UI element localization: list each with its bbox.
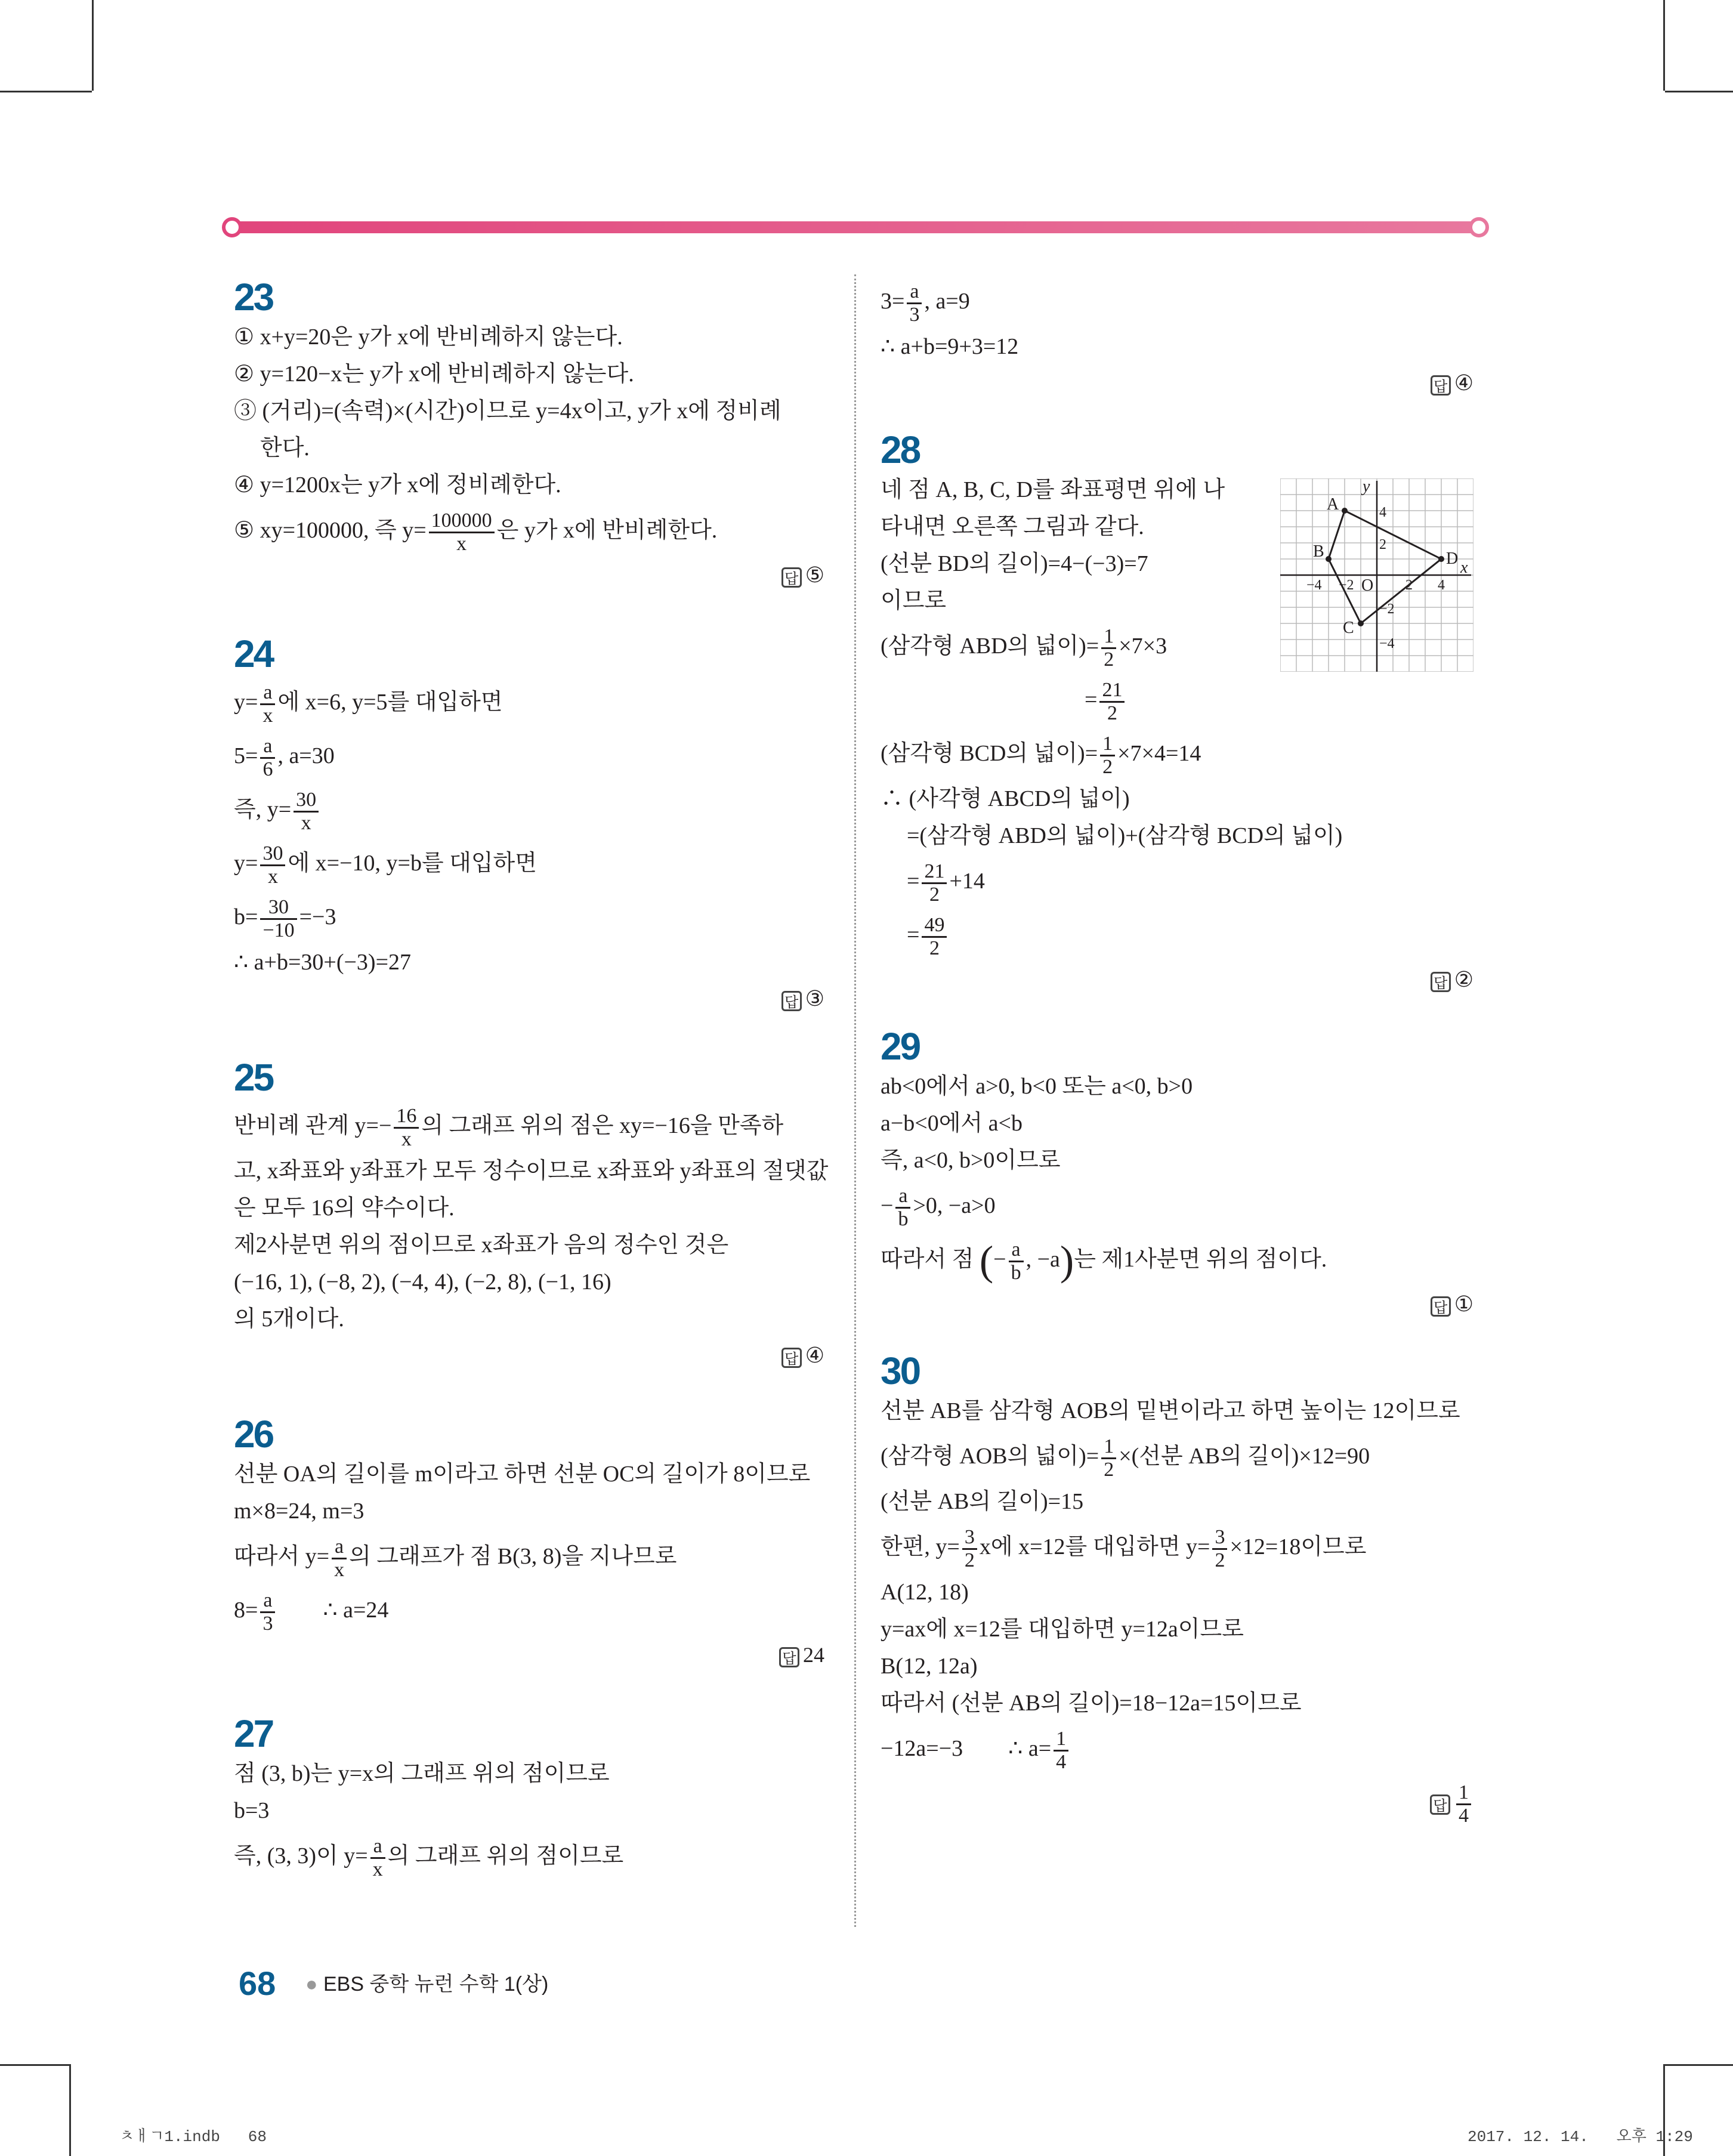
answer-value: ③	[805, 987, 824, 1011]
solution-line: a−b<0에서 a<b	[881, 1111, 1022, 1136]
text: 반비례 관계 y=−	[234, 1113, 392, 1138]
fraction	[1212, 1527, 1227, 1571]
tick-y-4: 4	[1379, 505, 1386, 520]
numerator: a	[370, 1836, 385, 1859]
text: 5=	[234, 743, 258, 768]
fraction	[260, 736, 275, 780]
solution-line: 즉, a<0, b>0이므로	[881, 1148, 1061, 1173]
question-number: 24	[234, 632, 273, 675]
question-29	[881, 1027, 1473, 1322]
text: ×7×4=14	[1117, 741, 1201, 766]
text: (삼각형 AOB의 넓이)=	[881, 1444, 1099, 1469]
column-divider	[854, 274, 856, 1927]
fraction	[260, 897, 296, 941]
numerator: 30	[294, 789, 319, 813]
answer-mark-icon: 답	[1430, 1794, 1450, 1815]
text: −12a=−3 ∴ a=	[881, 1736, 1052, 1761]
denominator: 2	[929, 937, 940, 959]
label-d: D	[1446, 549, 1459, 568]
question-30	[881, 1349, 1473, 1829]
solution-line: 고, x좌표와 y좌표가 모두 정수이므로 x좌표와 y좌표의 절댓값	[234, 1159, 829, 1184]
left-column	[234, 276, 829, 1883]
text: 한편, y=	[881, 1534, 960, 1559]
answer-mark-icon: 답	[1431, 1296, 1451, 1317]
solution-line	[881, 908, 1473, 962]
spacer	[881, 997, 1473, 1027]
text: =−3	[299, 904, 336, 929]
question-24	[234, 632, 824, 1017]
numerator: a	[260, 682, 275, 705]
answer	[234, 557, 824, 593]
solution-line: m×8=24, m=3	[234, 1499, 364, 1524]
question-number: 26	[234, 1413, 273, 1456]
question-number: 29	[881, 1025, 920, 1068]
text: −	[881, 1193, 894, 1218]
point-d	[1438, 556, 1444, 562]
fraction	[1101, 626, 1116, 671]
crop-mark-bl-v	[69, 2064, 71, 2156]
question-number: 23	[234, 276, 273, 319]
coordinate-graph	[1280, 478, 1473, 672]
solution-line: (선분 AB의 길이)=15	[881, 1489, 1084, 1514]
solution-line: (선분 BD의 길이)=4−(−3)=7	[881, 551, 1148, 576]
fraction	[1456, 1782, 1471, 1827]
numerator: 1	[1456, 1782, 1471, 1805]
fraction	[1009, 1239, 1024, 1284]
numerator: a	[260, 736, 275, 759]
solution-line: ab<0에서 a>0, b<0 또는 a<0, b>0	[881, 1074, 1193, 1099]
spacer	[881, 1322, 1473, 1352]
tick-y-neg2: −2	[1379, 601, 1395, 617]
text: =	[907, 869, 920, 894]
text: y=	[234, 690, 258, 715]
text: (삼각형 BCD의 넓이)=	[881, 741, 1098, 766]
solution-line	[881, 854, 1473, 908]
left-paren: (	[979, 1238, 994, 1284]
solution-line: ④ y=1200x는 y가 x에 정비례한다.	[234, 472, 561, 498]
text: ×12=18이므로	[1230, 1534, 1367, 1559]
right-paren: )	[1059, 1238, 1074, 1284]
header-accent-bar	[222, 217, 1489, 237]
answer-mark-icon: 답	[779, 1647, 799, 1667]
text: 따라서 점	[881, 1247, 980, 1272]
question-28	[881, 428, 1473, 997]
fraction	[429, 510, 495, 555]
solution-line: 선분 AB를 삼각형 AOB의 밑변이라고 하면 높이는 12이므로	[881, 1398, 1460, 1423]
solution-line: 선분 OA의 길이를 m이라고 하면 선분 OC의 길이가 8이므로	[234, 1462, 811, 1487]
text: 은 y가 x에 반비례한다.	[496, 518, 718, 543]
axes	[1280, 481, 1471, 672]
solution-line	[234, 1530, 824, 1583]
text: y=	[234, 851, 258, 876]
text: 의 그래프 위의 점은 xy=−16을 만족하	[421, 1113, 784, 1138]
solution-line: ③ (거리)=(속력)×(시간)이므로 y=4x이고, y가 x에 정비례	[234, 399, 781, 424]
denominator: x	[267, 865, 278, 888]
solution-line	[234, 1099, 824, 1153]
solution-line	[234, 729, 824, 783]
fraction	[332, 1536, 347, 1581]
fraction	[260, 1590, 275, 1635]
point-a	[1342, 508, 1348, 514]
solution-line	[881, 1233, 1473, 1286]
fraction	[962, 1527, 977, 1571]
fraction	[294, 789, 319, 834]
fraction	[922, 915, 947, 959]
text: , −a	[1025, 1247, 1060, 1272]
numerator: a	[1009, 1239, 1024, 1262]
tick-y-2: 2	[1379, 537, 1386, 552]
spacer	[881, 401, 1473, 431]
solution-line	[881, 673, 1473, 727]
question-number: 27	[234, 1712, 273, 1755]
denominator: 2	[1107, 702, 1117, 724]
label-origin: O	[1361, 576, 1374, 595]
text: 따라서 y=	[234, 1544, 330, 1569]
fraction	[260, 843, 285, 888]
solution-line: (−16, 1), (−8, 2), (−4, 4), (−2, 8), (−1, 16)	[234, 1269, 611, 1295]
crop-mark-tr-v	[1663, 0, 1665, 91]
text: (삼각형 ABD의 넓이)=	[881, 634, 1099, 659]
answer-mark-icon: 답	[781, 567, 802, 588]
footer-title	[305, 1967, 548, 1997]
solution-line: ∴ (사각형 ABCD의 넓이)	[881, 786, 1130, 811]
question-23	[234, 278, 824, 593]
denominator: x	[301, 811, 311, 834]
fraction	[1054, 1728, 1068, 1773]
text: =	[1085, 687, 1098, 712]
answer	[881, 962, 1473, 997]
fraction	[1100, 733, 1115, 778]
numerator: a	[332, 1536, 347, 1559]
denominator: x	[401, 1128, 412, 1150]
numerator: 3	[962, 1527, 977, 1550]
answer-mark-icon: 답	[1431, 375, 1451, 396]
file-info: ㅊㅐㄱ1.indb 68	[119, 2128, 267, 2146]
bullet-icon: ●	[305, 1973, 318, 1996]
tick-x-4: 4	[1438, 577, 1445, 593]
point-b	[1326, 556, 1332, 562]
answer-mark-icon: 답	[781, 991, 802, 1011]
numerator: 30	[260, 843, 285, 866]
numerator: 3	[1212, 1527, 1227, 1550]
question-25	[234, 1056, 829, 1373]
solution-line: A(12, 18)	[881, 1580, 969, 1605]
label-a: A	[1327, 495, 1339, 514]
solution-line: 이므로	[881, 588, 947, 613]
solution-line: 따라서 (선분 AB의 길이)=18−12a=15이므로	[881, 1691, 1302, 1716]
solution-line: ② y=120−x는 y가 x에 반비례하지 않는다.	[234, 362, 634, 387]
tick-x-neg4: −4	[1306, 577, 1322, 593]
text: , a=30	[277, 743, 335, 768]
text: , a=9	[924, 289, 970, 314]
solution-line	[234, 783, 824, 836]
text: 는 제1사분면 위의 점이다.	[1074, 1247, 1327, 1272]
numerator: 21	[1099, 679, 1125, 703]
text: ∴ a=24	[277, 1598, 389, 1623]
fraction	[394, 1105, 419, 1150]
text: 3=	[881, 289, 905, 314]
denominator: 2	[1104, 648, 1114, 671]
question-number: 28	[881, 428, 920, 471]
solution-line: 점 (3, b)는 y=x의 그래프 위의 점이므로	[234, 1761, 610, 1786]
footer-text: EBS 중학 뉴런 수학 1(상)	[323, 1973, 549, 1996]
fraction	[370, 1836, 385, 1880]
answer	[234, 1637, 824, 1673]
question-number: 25	[234, 1056, 273, 1099]
numerator: 1	[1101, 626, 1116, 649]
answer	[234, 981, 824, 1017]
point-c	[1358, 620, 1364, 626]
numerator: 1	[1101, 1436, 1116, 1459]
solution-line: ∴ a+b=30+(−3)=27	[234, 950, 412, 975]
fraction	[922, 861, 947, 906]
solution-line: 네 점 A, B, C, D를 좌표평면 위에 나	[881, 477, 1225, 502]
solution-line	[234, 1583, 824, 1637]
fraction	[1099, 679, 1125, 724]
solution-line	[881, 727, 1473, 780]
solution-line	[234, 675, 824, 729]
solution-line: ① x+y=20은 y가 x에 반비례하지 않는다.	[234, 325, 623, 350]
right-column	[881, 274, 1473, 1829]
answer-mark-icon: 답	[1431, 972, 1451, 992]
question-number: 30	[881, 1349, 920, 1392]
numerator: a	[260, 1590, 275, 1613]
denominator: 4	[1459, 1805, 1469, 1827]
numerator: a	[907, 281, 922, 304]
numerator: 100000	[429, 510, 495, 533]
denominator: x	[372, 1858, 383, 1880]
spacer	[234, 1017, 824, 1058]
solution-line	[881, 1179, 1473, 1233]
answer	[881, 365, 1473, 401]
text: ×7×3	[1119, 634, 1167, 659]
answer-value: 24	[803, 1643, 824, 1667]
text: 즉, (3, 3)이 y=	[234, 1843, 368, 1868]
text: 에 x=−10, y=b를 대입하면	[288, 851, 537, 876]
denominator: 2	[929, 883, 940, 906]
denominator: −10	[262, 919, 295, 941]
solution-line: B(12, 12a)	[881, 1654, 978, 1679]
text: >0, −a>0	[913, 1193, 996, 1218]
solution-line: 은 모두 16의 약수이다.	[234, 1196, 455, 1221]
text: b=	[234, 904, 258, 929]
solution-line	[234, 890, 824, 944]
tick-x-neg2: −2	[1339, 577, 1354, 593]
solution-line	[881, 274, 1473, 328]
solution-line	[881, 1722, 1473, 1775]
denominator: x	[262, 704, 273, 727]
spacer	[234, 1373, 824, 1415]
text: x에 x=12를 대입하면 y=	[979, 1534, 1210, 1559]
text: −	[993, 1247, 1006, 1272]
answer-value: ①	[1454, 1292, 1473, 1316]
fraction	[895, 1185, 910, 1230]
crop-mark-br-h	[1665, 2064, 1733, 2066]
text: 의 그래프 위의 점이므로	[387, 1843, 624, 1868]
text: 즉, y=	[234, 797, 292, 822]
text: 에 x=6, y=5를 대입하면	[277, 690, 503, 715]
text: 의 그래프가 점 B(3, 8)을 지나므로	[349, 1544, 677, 1569]
answer-value: ②	[1454, 968, 1473, 991]
fraction	[1101, 1436, 1116, 1481]
answer	[881, 1286, 1473, 1322]
text: +14	[949, 869, 985, 894]
label-c: C	[1343, 619, 1354, 637]
denominator: 6	[262, 758, 273, 780]
denominator: 4	[1056, 1750, 1067, 1773]
solution-line: 한다.	[260, 435, 310, 461]
denominator: 2	[964, 1549, 975, 1571]
denominator: 2	[1215, 1549, 1225, 1571]
solution-line	[234, 1829, 824, 1883]
numerator: 16	[394, 1105, 419, 1129]
solution-line: 제2사분면 위의 점이므로 x좌표가 음의 정수인 것은	[234, 1233, 729, 1258]
page-number: 68	[239, 1965, 276, 2002]
denominator: 3	[262, 1612, 273, 1635]
crop-mark-tl-v2	[92, 0, 94, 91]
spacer	[234, 1673, 824, 1715]
numerator: a	[895, 1185, 910, 1209]
label-x-axis: x	[1460, 558, 1468, 577]
crop-mark-bl-h	[0, 2064, 69, 2066]
question-27	[234, 1712, 824, 1883]
question-27-continued	[881, 274, 1473, 401]
answer	[234, 1338, 824, 1373]
numerator: 1	[1100, 733, 1115, 756]
denominator: b	[1011, 1261, 1021, 1284]
fraction	[260, 682, 275, 727]
answer-value: ④	[1454, 371, 1473, 395]
spacer	[234, 593, 824, 635]
tick-x-2: 2	[1405, 577, 1413, 593]
tick-y-neg4: −4	[1379, 636, 1395, 651]
answer-value: ⑤	[805, 563, 824, 587]
denominator: 2	[1102, 755, 1113, 778]
solution-line	[881, 1520, 1473, 1574]
numerator: 21	[922, 861, 947, 884]
solution-line	[234, 504, 824, 557]
denominator: b	[898, 1207, 909, 1230]
text: ×(선분 AB의 길이)×12=90	[1119, 1444, 1370, 1469]
denominator: x	[334, 1558, 345, 1581]
solution-line: 타내면 오른쪽 그림과 같다.	[881, 514, 1144, 539]
print-timestamp: 2017. 12. 14. 오후 1:29	[1468, 2128, 1693, 2146]
denominator: 2	[1104, 1458, 1114, 1481]
crop-mark-tr-h	[1665, 91, 1733, 92]
solution-line: b=3	[234, 1798, 270, 1823]
denominator: 3	[909, 303, 920, 326]
crop-mark-tl-h	[0, 91, 92, 92]
solution-line: y=ax에 x=12를 대입하면 y=12a이므로	[881, 1617, 1244, 1642]
numerator: 49	[922, 915, 947, 938]
numerator: 1	[1054, 1728, 1068, 1752]
answer-mark-icon: 답	[781, 1348, 802, 1368]
text: =	[907, 922, 920, 947]
fraction	[907, 281, 922, 326]
text: ⑤ xy=100000, 즉 y=	[234, 518, 427, 543]
solution-line	[881, 1429, 1473, 1483]
question-26	[234, 1415, 824, 1673]
solution-line: =(삼각형 ABD의 넓이)+(삼각형 BCD의 넓이)	[907, 823, 1343, 848]
solution-line: ∴ a+b=9+3=12	[881, 334, 1019, 359]
denominator: x	[456, 532, 467, 555]
text: 8=	[234, 1598, 258, 1623]
solution-line: 의 5개이다.	[234, 1306, 344, 1332]
answer-value: ④	[805, 1343, 824, 1367]
label-b: B	[1313, 542, 1324, 561]
answer	[881, 1775, 1473, 1829]
label-y-axis: y	[1363, 478, 1370, 496]
solution-line	[234, 836, 824, 890]
numerator: 30	[260, 897, 296, 920]
